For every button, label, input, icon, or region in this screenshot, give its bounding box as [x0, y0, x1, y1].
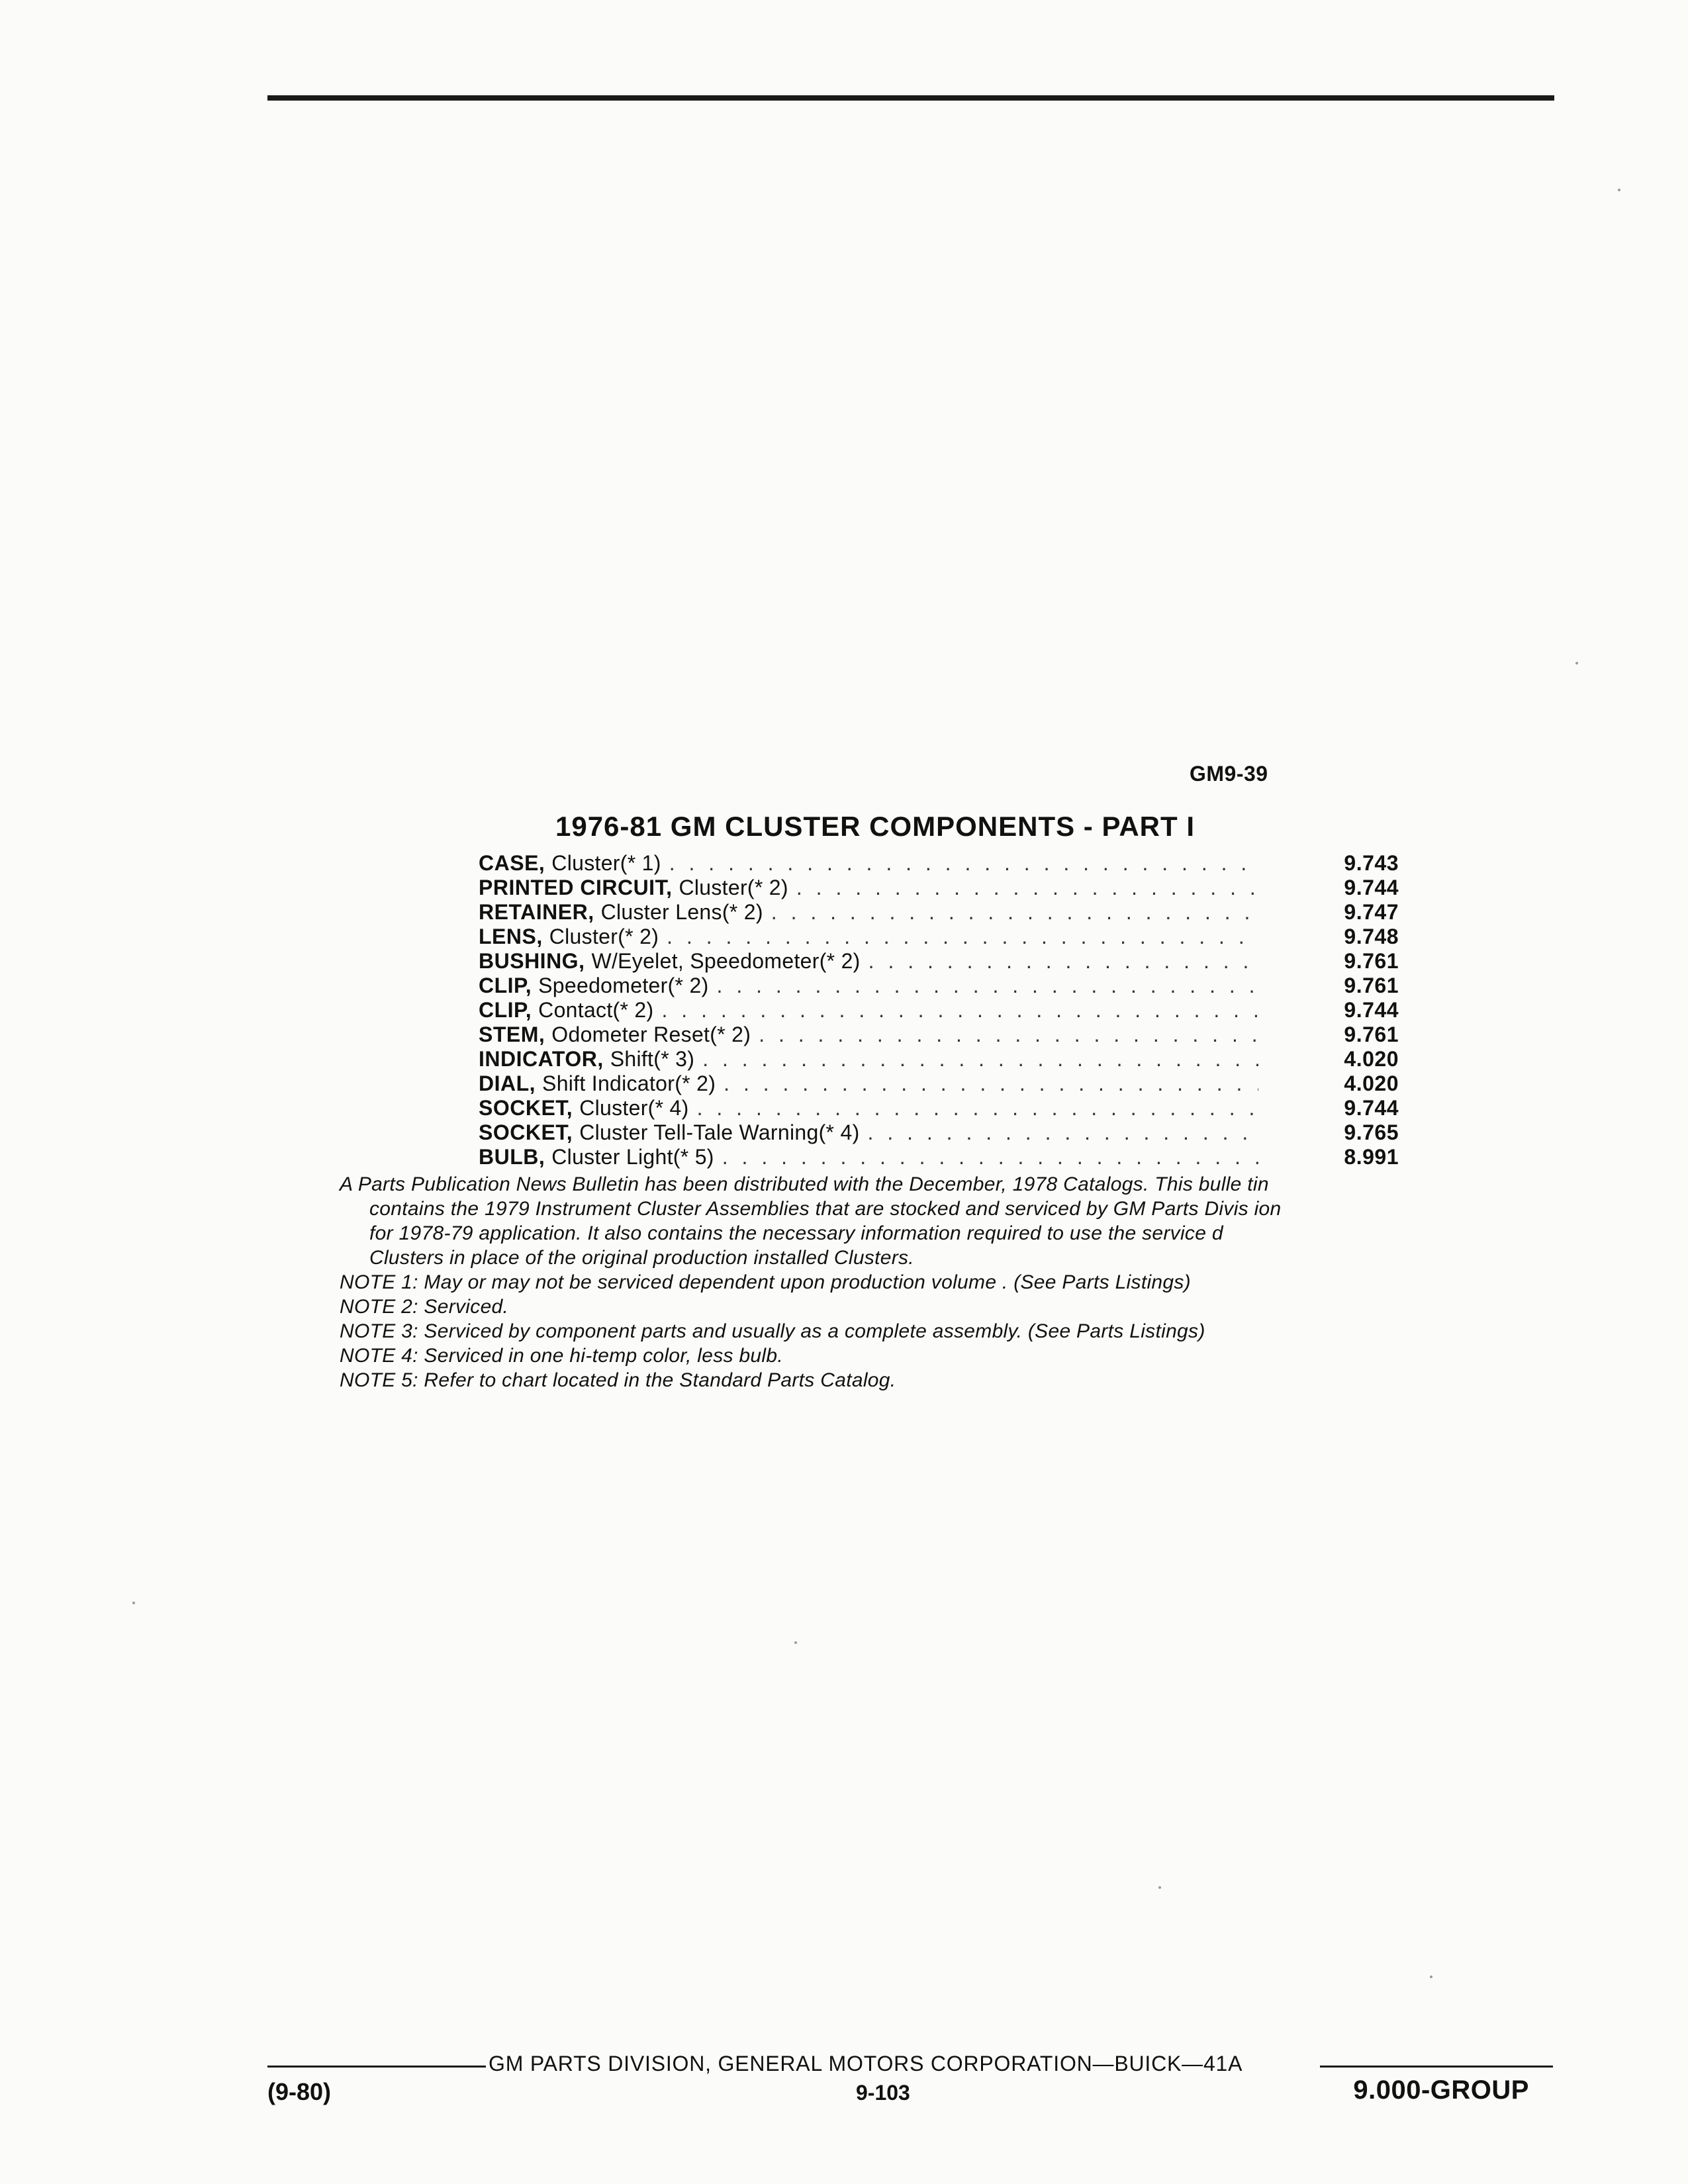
bulletin-line: for 1978-79 application. It also contains the necessary information required to use the service d	[369, 1222, 1223, 1244]
part-description: Cluster Light(* 5)	[551, 1145, 714, 1169]
part-description: Cluster(* 2)	[679, 876, 788, 899]
part-name: STEM,	[479, 1023, 545, 1046]
part-name: SOCKET,	[479, 1096, 573, 1120]
group-number: 9.748	[1344, 925, 1399, 948]
note-3: NOTE 3: Serviced by component parts and usually as a complete assembly. (See Parts Listings)	[340, 1320, 1205, 1342]
dot-leader	[868, 949, 1258, 974]
dot-leader	[667, 925, 1258, 949]
part-name: PRINTED CIRCUIT,	[479, 876, 673, 899]
part-row	[479, 851, 1399, 876]
footer-date: (9-80)	[267, 2078, 332, 2105]
part-name: CLIP,	[479, 998, 532, 1022]
footer-publisher: GM PARTS DIVISION, GENERAL MOTORS CORPORATION—BUICK—41A	[489, 2052, 1243, 2075]
part-description: Cluster(* 2)	[549, 925, 659, 948]
note-2: NOTE 2: Serviced.	[340, 1296, 509, 1318]
group-number: 9.744	[1344, 876, 1399, 899]
group-number: 9.761	[1344, 949, 1399, 973]
scan-speck	[794, 1641, 797, 1644]
part-row	[479, 998, 1399, 1023]
footer-group: 9.000-GROUP	[1353, 2075, 1529, 2105]
part-name: CLIP,	[479, 974, 532, 997]
dot-leader	[759, 1023, 1258, 1047]
part-description: Cluster Lens(* 2)	[600, 900, 763, 924]
part-name: SOCKET,	[479, 1120, 573, 1144]
part-row	[479, 974, 1399, 998]
part-name: RETAINER,	[479, 900, 594, 924]
part-row	[479, 1145, 1399, 1169]
part-row	[479, 1023, 1399, 1047]
dot-leader	[771, 900, 1258, 925]
part-row	[479, 925, 1399, 949]
part-description: Shift Indicator(* 2)	[542, 1071, 716, 1095]
part-row	[479, 1096, 1399, 1120]
note-1: NOTE 1: May or may not be serviced dependent upon production volume . (See Parts Listings)	[340, 1271, 1191, 1293]
group-number: 9.744	[1344, 1096, 1399, 1120]
part-name: INDICATOR,	[479, 1047, 604, 1071]
group-number: 9.761	[1344, 1023, 1399, 1046]
dot-leader	[717, 974, 1258, 998]
scan-speck	[1430, 1976, 1432, 1978]
group-number: 4.020	[1344, 1047, 1399, 1071]
dot-leader	[796, 876, 1258, 900]
part-row	[479, 900, 1399, 925]
bulletin-line: contains the 1979 Instrument Cluster Assemblies that are stocked and serviced by GM Parts Divis ion	[369, 1198, 1282, 1220]
page-number: 9-103	[856, 2081, 910, 2105]
part-description: Cluster(* 4)	[579, 1096, 689, 1120]
group-number: 9.743	[1344, 851, 1399, 875]
scan-speck	[1618, 189, 1620, 191]
part-name: BULB,	[479, 1145, 545, 1169]
page-title: 1976-81 GM CLUSTER COMPONENTS - PART I	[555, 811, 1196, 842]
part-name: BUSHING,	[479, 949, 585, 973]
dot-leader	[669, 851, 1258, 876]
parts-list	[479, 851, 1399, 1169]
part-row	[479, 1071, 1399, 1096]
notes-section	[340, 1172, 1505, 1392]
part-description: Cluster(* 1)	[551, 851, 661, 875]
dot-leader	[868, 1120, 1258, 1145]
dot-leader	[702, 1047, 1258, 1071]
dot-leader	[697, 1096, 1258, 1120]
bulletin-line: Clusters in place of the original production installed Clusters.	[369, 1247, 914, 1269]
group-number: 9.765	[1344, 1120, 1399, 1144]
group-number: 9.747	[1344, 900, 1399, 924]
part-description: Shift(* 3)	[610, 1047, 695, 1071]
part-name: DIAL,	[479, 1071, 536, 1095]
bulletin-line: A Parts Publication News Bulletin has been distributed with the December, 1978 Catalogs. This bulle tin	[340, 1173, 1269, 1195]
part-description: Cluster Tell-Tale Warning(* 4)	[579, 1120, 860, 1144]
footer-rule-left	[267, 2066, 486, 2068]
part-name: CASE,	[479, 851, 545, 875]
section-code: GM9-39	[1190, 762, 1268, 786]
scan-speck	[1158, 1886, 1161, 1889]
footer-rule-right	[1320, 2066, 1553, 2068]
dot-leader	[724, 1071, 1258, 1096]
group-number: 8.991	[1344, 1145, 1399, 1169]
group-number: 9.744	[1344, 998, 1399, 1022]
top-rule	[267, 95, 1554, 101]
part-row	[479, 1047, 1399, 1071]
part-description: W/Eyelet, Speedometer(* 2)	[591, 949, 861, 973]
part-description: Contact(* 2)	[538, 998, 654, 1022]
group-number: 4.020	[1344, 1071, 1399, 1095]
part-description: Odometer Reset(* 2)	[551, 1023, 751, 1046]
note-4: NOTE 4: Serviced in one hi-temp color, less bulb.	[340, 1345, 783, 1367]
part-description: Speedometer(* 2)	[538, 974, 709, 997]
note-5: NOTE 5: Refer to chart located in the Standard Parts Catalog.	[340, 1369, 896, 1391]
scan-speck	[132, 1602, 135, 1604]
dot-leader	[662, 998, 1259, 1023]
group-number: 9.761	[1344, 974, 1399, 997]
dot-leader	[722, 1145, 1258, 1169]
part-row	[479, 949, 1399, 974]
part-row	[479, 1120, 1399, 1145]
part-name: LENS,	[479, 925, 543, 948]
part-row	[479, 876, 1399, 900]
scan-speck	[1575, 662, 1578, 664]
